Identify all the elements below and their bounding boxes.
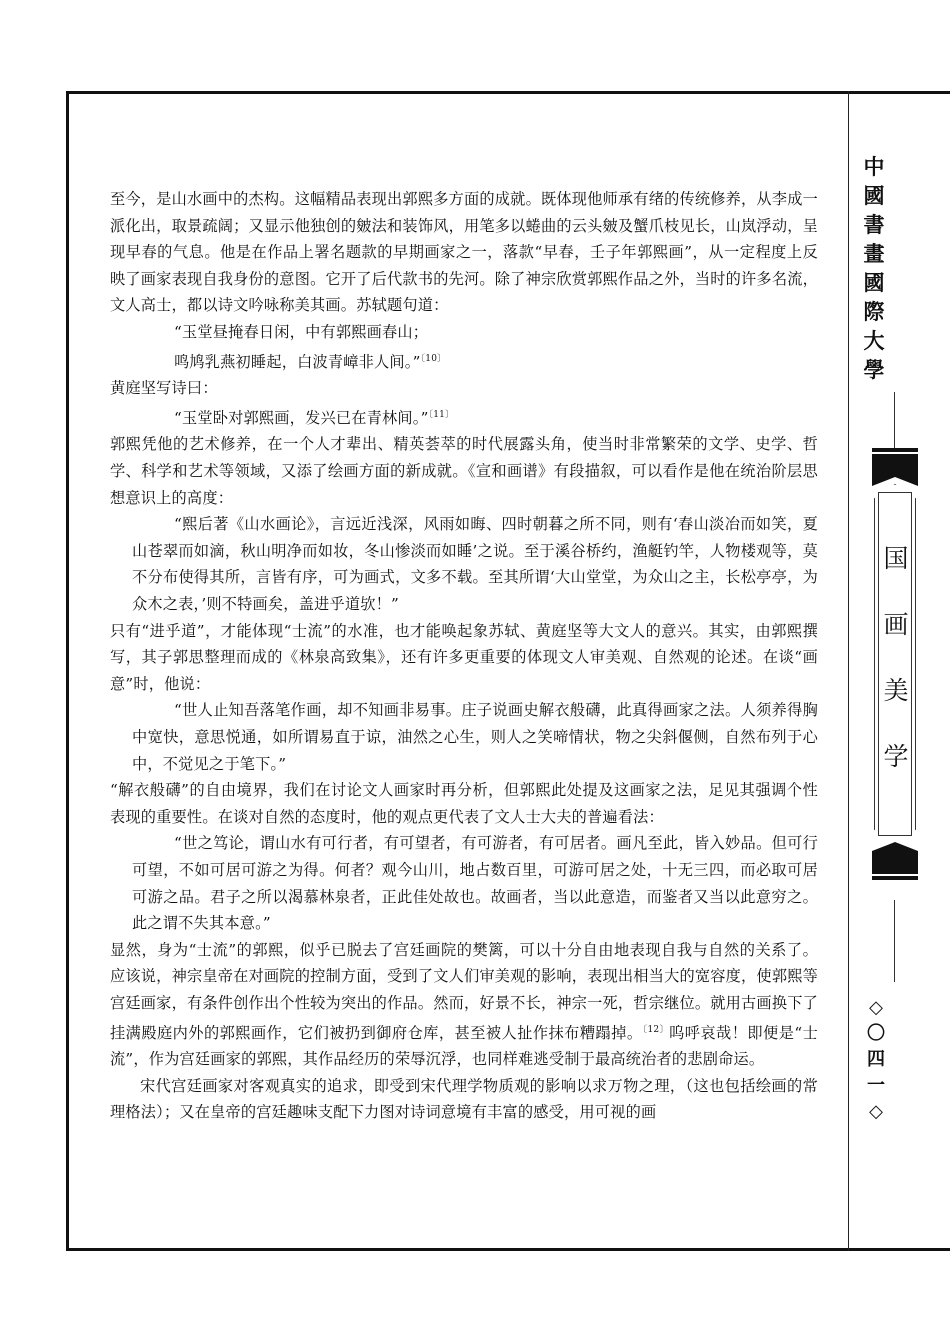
block-quote: “世人止知吾落笔作画，却不知画非易事。庄子说画史解衣般礴，此真得画家之法。人须养得胸中宽快，意思悦通，如所谓易直于谅，油然之心生，则人之笑啼情状，物之尖斜偃侧，自然布列于心中，不觉见之于笔下。” — [132, 701, 818, 773]
block-quote: “世之笃论，谓山水有可行者，有可望者，有可游者，有可居者。画凡至此，皆入妙品。但可行可望，不如可居可游之为得。何者？观今山川，地占数百里，可游可居之处，十无三四，而必取可居可游之品。君子之所以渴慕林泉者，正此佳处故也。故画者，当以此意造，而鉴者又当以此意穷之。此之谓不失其本意。” — [132, 834, 818, 933]
sidebar-rule-lower — [894, 900, 895, 982]
footnote-ref: 〔10〕 — [420, 353, 447, 364]
block-quote: “熙后著《山水画论》，言远近浅深，风雨如晦、四时朝暮之所不同，则有‘春山淡冶而如笑，夏山苍翠而如滴，秋山明净而如妆，冬山惨淡而如睡’之说。至于溪谷桥约，渔艇钓竿，人物楼观等，莫不分布使得其所，言皆有序，可为画式，文多不载。至其所谓‘大山堂堂，为众山之主，长松亭亭，为众木之表，’则不特画矣，盖进乎道欤！” — [132, 515, 818, 614]
page-number: ◇ 〇 四 一 ◇ — [867, 997, 885, 1122]
paragraph: 至今，是山水画中的杰构。这幅精品表现出郭熙多方面的成就。既体现他师承有绪的传统修养，从李成一派化出，取景疏阔；又显示他独创的皴法和装饰风，用笔多以蜷曲的云头皴及蟹爪枝见长，山岚浮动，呈现早春的气息。他是在作品上署名题款的早期画家之一，落款“早春，壬子年郭熙画”，从一定程度上反映了画家表现自我身份的意图。它开了后代款书的先河。除了神宗欣赏郭熙作品之外，当时的许多名流，文人高士，都以诗文吟咏称美其画。苏轼题句道： — [110, 190, 818, 315]
body-text — [110, 186, 818, 1126]
university-name: 中 國 書 畫 國 際 大 學 — [863, 154, 885, 382]
footnote-ref: 〔12〕 — [642, 1024, 670, 1035]
banner-top-stripe — [872, 448, 918, 452]
footnote-ref: 〔11〕 — [428, 409, 455, 420]
banner-bottom-stripe — [872, 876, 918, 880]
paragraph: 只有“进乎道”，才能体现“士流”的水准，也才能唤起象苏轼、黄庭坚等大文人的意兴。其实，由郭熙撰写，其子郭思整理而成的《林泉高致集》，还有许多更重要的体现文人审美观、自然观的论述。在谈“画意”时，他说： — [110, 621, 818, 693]
paragraph: “解衣般礴”的自由境界，我们在讨论文人画家时再分析，但郭熙此处提及这画家之法，足见其强调个性表现的重要性。在谈对自然的态度时，他的观点更代表了文人士大夫的普遍看法： — [110, 781, 818, 826]
paragraph: 郭熙凭他的艺术修养，在一个人才辈出、精英荟萃的时代展露头角，使当时非常繁荣的文学、史学、哲学、科学和艺术等领域，又添了绘画方面的新成就。《宣和画谱》有段描叙，可以看作是他在统治阶层思想意识上的高度： — [110, 435, 818, 507]
sidebar-divider — [848, 91, 849, 1251]
book-title: 国 画 美 学 — [883, 544, 909, 771]
poem-line: “玉堂卧对郭熙画，发兴已在青林间。”$^{〔11〕}$ — [174, 408, 455, 427]
paragraph: 宋代宫廷画家对客观真实的追求，即受到宋代理学物质观的影响以求万物之理，（这也包括绘画的常理格法）；又在皇帝的宫廷趣味支配下力图对诗词意境有丰富的感受，用可视的画 — [110, 1076, 818, 1122]
sidebar-rule-upper — [894, 392, 895, 450]
poem-line: 鸣鸠乳燕初睡起，白波青嶂非人间。”$^{〔10〕}$ — [174, 352, 447, 371]
paragraph: 黄庭坚写诗曰： — [110, 379, 218, 398]
poem-line: “玉堂昼掩春日闲，中有郭熙画春山； — [174, 322, 429, 341]
paragraph: 显然，身为“士流”的郭熙，似乎已脱去了宫廷画院的樊篱，可以十分自由地表现自我与自然的关系了。应该说，神宗皇帝在对画院的控制方面，受到了文人们审美观的影响，表现出相当大的宽容度，使郭熙等宫廷画家，有条件创作出个性较为突出的作品。然而，好景不长，神宗一死，哲宗继位。就用古画换下了挂满殿庭内外的郭熙画作，它们被扔到御府仓库，甚至被人扯作抹布糟蹋掉。$^{〔12〕}$呜呼哀哉！即便是“士流”，作为宫廷画家的郭熙，其作品经历的荣辱沉浮，也同样难逃受制于最高统治者的悲剧命运。 — [110, 940, 818, 1069]
